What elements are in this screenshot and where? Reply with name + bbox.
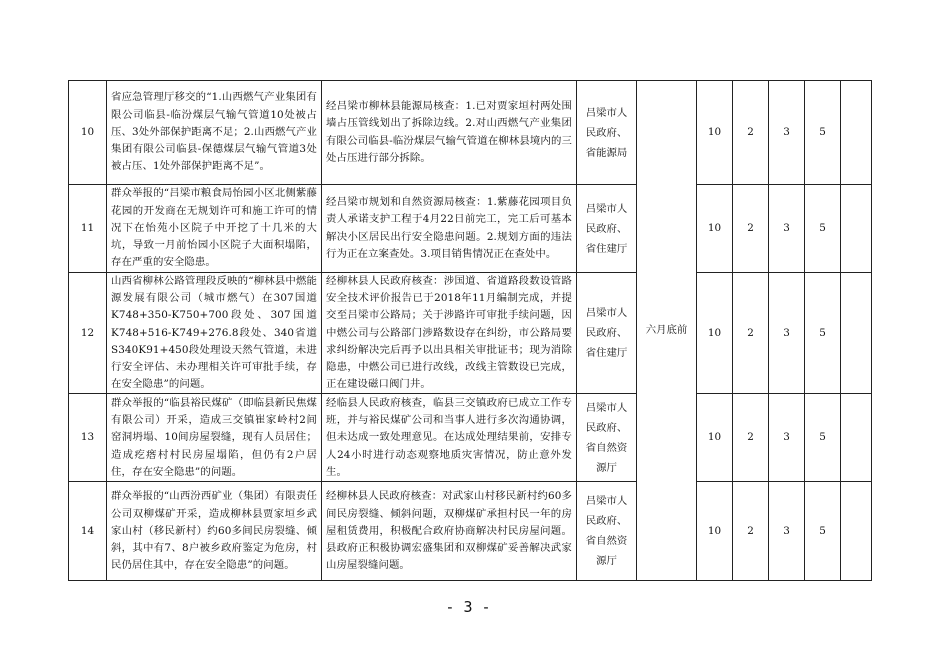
score-cell: 5 bbox=[805, 482, 841, 581]
score-cell: 3 bbox=[769, 185, 805, 273]
table-row bbox=[69, 482, 872, 581]
score-cell: 2 bbox=[733, 81, 769, 185]
score-cell: 10 bbox=[697, 482, 733, 581]
score-cell: 10 bbox=[697, 394, 733, 482]
empty-cell bbox=[841, 394, 872, 482]
row-number: 10 bbox=[69, 81, 107, 185]
table-row bbox=[69, 273, 872, 394]
score-cell: 3 bbox=[769, 81, 805, 185]
score-cell: 5 bbox=[805, 394, 841, 482]
score-cell: 10 bbox=[697, 185, 733, 273]
issue-text: 山西省柳林公路管理段反映的“柳林县中燃能源发展有限公司（城市燃气）在307国道K748+350-K750+700段处、307国道K748+516-K749+276.8段处、340省道S340K91+450段处理设天然气管道，未进行安全评估、未办理相关许可审批手续，存在安全隐患”的问题。 bbox=[107, 273, 322, 394]
score-cell: 5 bbox=[805, 273, 841, 394]
score-cell: 10 bbox=[697, 81, 733, 185]
score-cell: 10 bbox=[697, 273, 733, 394]
progress-text: 经临县人民政府核查，临县三交镇政府已成立工作专班，并与裕民煤矿公司和当事人进行多次沟通协调，但未达成一致处理意见。在达成处理结果前，安排专人24小时进行动态观察地质灾害情况，防止意外发生。 bbox=[322, 394, 577, 482]
responsible-dept: 吕梁市人民政府、省自然资源厅 bbox=[577, 394, 637, 482]
table-row bbox=[69, 394, 872, 482]
responsible-dept: 吕梁市人民政府、省能源局 bbox=[577, 81, 637, 185]
issue-text: 省应急管理厅移交的“1.山西燃气产业集团有限公司临县-临汾煤层气输气管道10处被占压、3处外部保护距离不足；2.山西燃气产业集团有限公司临县-保德煤层气输气管道3处被占压、1处外部保护距离不足”。 bbox=[107, 81, 322, 185]
issue-text: 群众举报的“山西汾西矿业（集团）有限责任公司双柳煤矿开采，造成柳林县贾家垣乡武家山村（移民新村）约60多间民房裂缝、倾斜，其中有7、8户被乡政府鉴定为危房，村民仍居住其中，存在安全隐患”的问题。 bbox=[107, 482, 322, 581]
score-cell: 2 bbox=[733, 482, 769, 581]
score-cell: 2 bbox=[733, 185, 769, 273]
row-number: 13 bbox=[69, 394, 107, 482]
score-cell: 3 bbox=[769, 394, 805, 482]
row-number: 12 bbox=[69, 273, 107, 394]
table-row bbox=[69, 185, 872, 273]
issue-text: 群众举报的“吕梁市粮食局怡园小区北侧紫藤花园的开发商在无规划许可和施工许可的情况下在怡苑小区院子中开挖了十几米的大坑，导致一月前怡园小区院子大面积塌陷，存在严重的安全隐患。 bbox=[107, 185, 322, 273]
responsible-dept: 吕梁市人民政府、省住建厅 bbox=[577, 273, 637, 394]
score-cell: 5 bbox=[805, 81, 841, 185]
score-cell: 2 bbox=[733, 394, 769, 482]
score-cell: 3 bbox=[769, 482, 805, 581]
table-row bbox=[69, 81, 872, 185]
row-number: 14 bbox=[69, 482, 107, 581]
empty-cell bbox=[841, 81, 872, 185]
empty-cell bbox=[841, 185, 872, 273]
page-number: - 3 - bbox=[445, 598, 491, 616]
progress-text: 经柳林县人民政府核查：涉国道、省道路段数设管路安全技术评价报告已于2018年11月编制完成，并提交至吕梁市公路局；关于涉路许可审批手续问题，因中燃公司与公路部门涉路数设存在纠纷，市公路局要求纠纷解决完后再予以出具相关审批证书；现为消除隐患，中燃公司已进行改线，改线主管数设已完成，正在建设磁口阀门井。 bbox=[322, 273, 577, 394]
empty-cell bbox=[841, 273, 872, 394]
progress-text: 经吕梁市规划和自然资源局核查：1.紫藤花园项目负责人承诺支护工程于4月22日前完工，完工后可基本解决小区居民出行安全隐患问题。2.规划方面的违法行为正在立案查处。3.项目销售情况正在查处中。 bbox=[322, 185, 577, 273]
responsible-dept: 吕梁市人民政府、省自然资源厅 bbox=[577, 482, 637, 581]
score-cell: 3 bbox=[769, 273, 805, 394]
score-cell: 5 bbox=[805, 185, 841, 273]
progress-text: 经吕梁市柳林县能源局核查：1.已对贾家垣村两处围墙占压管线划出了拆除边线。2.对山西燃气产业集团有限公司临县-临汾煤层气输气管道在柳林县境内的三处占压进行部分拆除。 bbox=[322, 81, 577, 185]
row-number: 11 bbox=[69, 185, 107, 273]
empty-cell bbox=[841, 482, 872, 581]
deadline-cell: 六月底前 bbox=[637, 81, 697, 581]
progress-text: 经柳林县人民政府核查：对武家山村移民新村约60多间民房裂缝、倾斜问题，双柳煤矿承担村民一年的房屋租赁费用，积极配合政府协商解决村民房屋问题。县政府正积极协调宏盛集团和双柳煤矿妥善解决武家山房屋裂缝问题。 bbox=[322, 482, 577, 581]
rectification-table bbox=[68, 80, 872, 581]
responsible-dept: 吕梁市人民政府、省住建厅 bbox=[577, 185, 637, 273]
issue-text: 群众举报的“临县裕民煤矿（即临县新民焦煤有限公司）开采，造成三交镇崔家岭村2间窑洞坍塌、10间房屋裂缝，现有人员居住；造成疙瘩村村民房屋塌陷，但仍有2户居住，存在安全隐患”的问题。 bbox=[107, 394, 322, 482]
score-cell: 2 bbox=[733, 273, 769, 394]
